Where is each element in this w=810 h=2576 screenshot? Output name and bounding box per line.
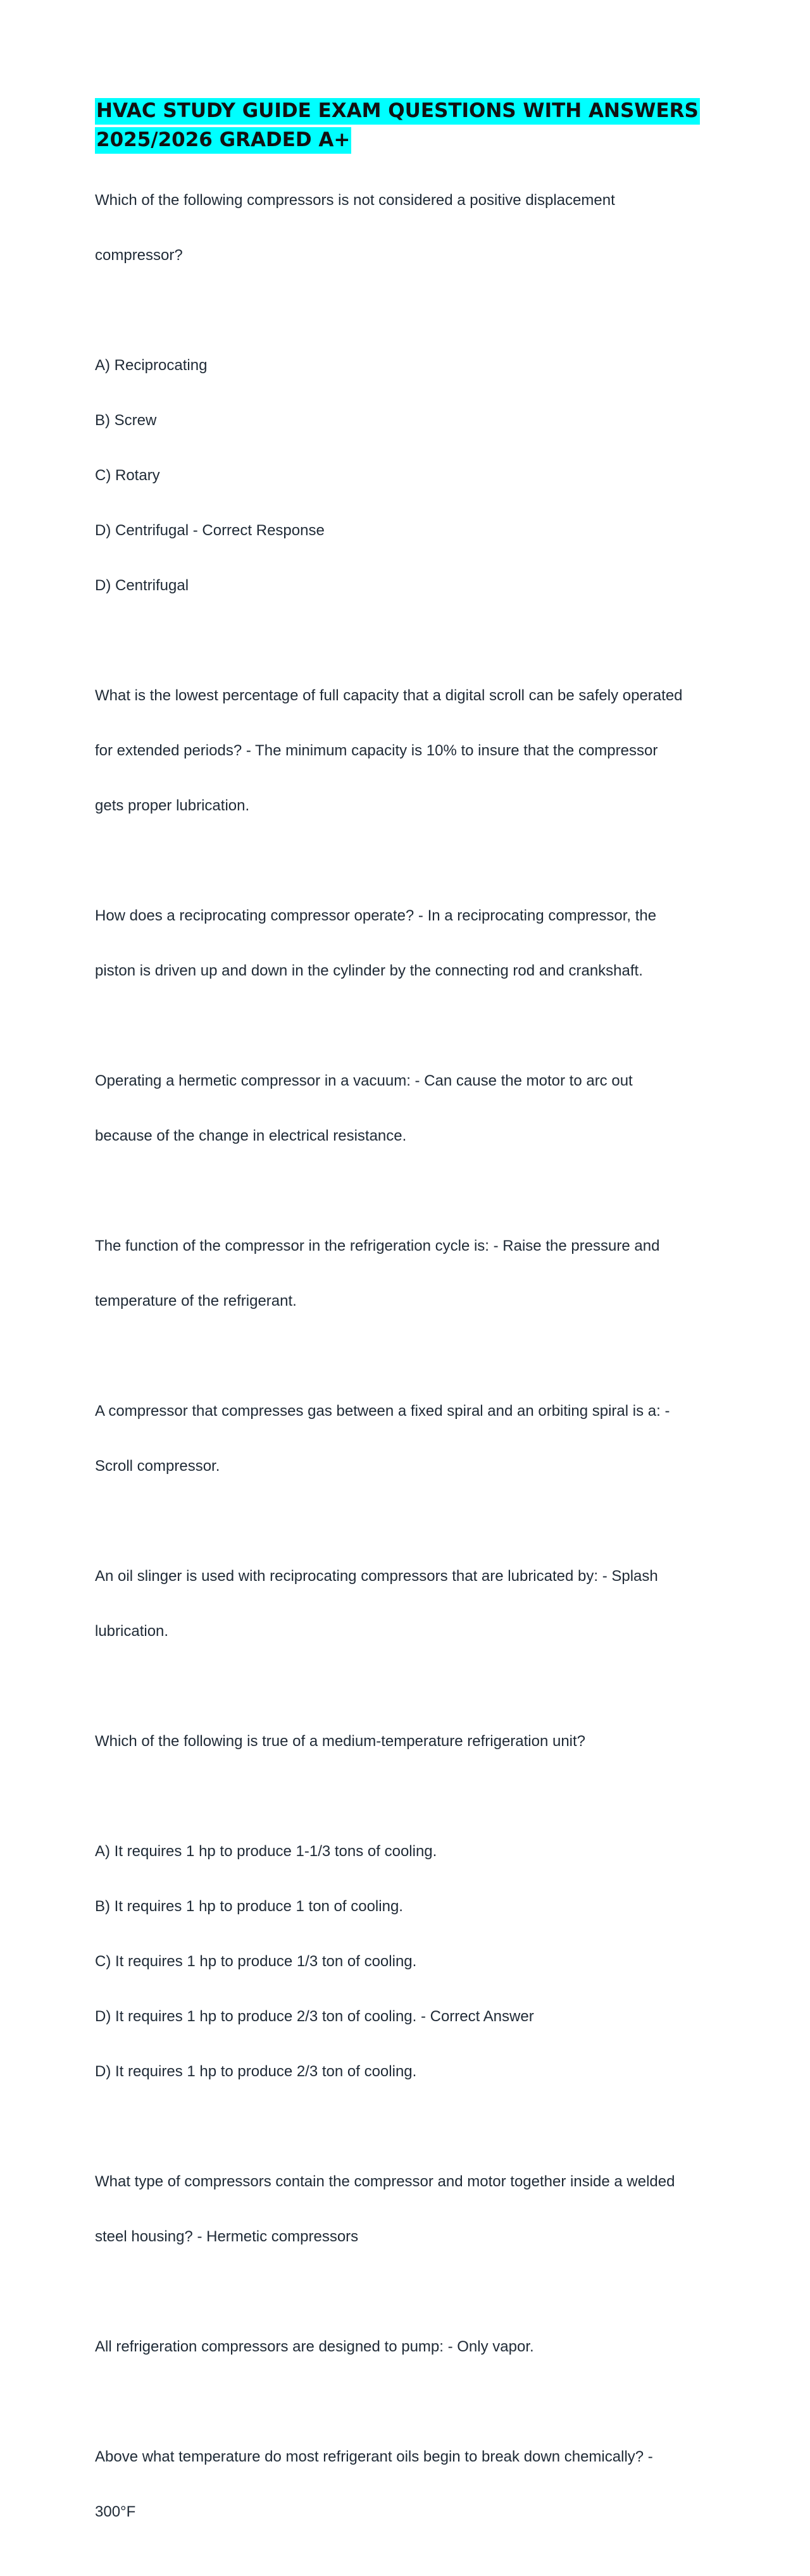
text-line: All refrigeration compressors are designed to pump: - Only vapor. — [95, 2338, 534, 2355]
option-line: B) Screw — [95, 412, 157, 429]
text-line: steel housing? - Hermetic compressors — [95, 2228, 359, 2245]
text-line: 300°F — [95, 2503, 136, 2520]
text-line: A compressor that compresses gas between a fixed spiral and an orbiting spiral is a: - — [95, 1403, 670, 1420]
text-line: Which of the following is true of a medium-temperature refrigeration unit? — [95, 1733, 586, 1750]
option-line: D) Centrifugal - Correct Response — [95, 522, 325, 539]
title-line: HVAC STUDY GUIDE EXAM QUESTIONS WITH ANSWERS — [96, 99, 699, 122]
option-line: D) Centrifugal — [95, 577, 189, 594]
text-line: The function of the compressor in the refrigeration cycle is: - Raise the pressure and — [95, 1237, 660, 1254]
question-block — [95, 1530, 715, 1677]
document-content — [95, 96, 715, 2576]
question-block — [95, 870, 715, 1017]
document-body — [95, 154, 715, 2558]
text-line: compressor? — [95, 247, 183, 264]
option-line: A) It requires 1 hp to produce 1-1/3 tons of cooling. — [95, 1843, 437, 1860]
title-line: 2025/2026 GRADED A+ — [96, 128, 351, 151]
option-line: D) It requires 1 hp to produce 2/3 ton of cooling. - Correct Answer — [95, 2008, 534, 2025]
option-line: C) Rotary — [95, 467, 160, 484]
text-line: What is the lowest percentage of full capacity that a digital scroll can be safely operated — [95, 687, 683, 704]
text-line: because of the change in electrical resistance. — [95, 1127, 407, 1144]
text-line: Scroll compressor. — [95, 1458, 220, 1475]
option-line: D) It requires 1 hp to produce 2/3 ton of cooling. — [95, 2063, 417, 2080]
answer-options — [95, 1805, 715, 2117]
text-line: Operating a hermetic compressor in a vacuum: - Can cause the motor to arc out — [95, 1072, 633, 1089]
question-block — [95, 1365, 715, 1512]
text-line: What type of compressors contain the compressor and motor together inside a welded — [95, 2173, 675, 2190]
title-highlight — [95, 98, 700, 154]
text-line: How does a reciprocating compressor operate? - In a reciprocating compressor, the — [95, 907, 657, 924]
question-block — [95, 1695, 715, 1787]
text-line: piston is driven up and down in the cylinder by the connecting rod and crankshaft. — [95, 962, 643, 979]
text-line: lubrication. — [95, 1623, 169, 1640]
answer-options — [95, 319, 715, 631]
text-line: for extended periods? - The minimum capacity is 10% to insure that the compressor — [95, 742, 658, 759]
question-block — [95, 650, 715, 851]
text-line: temperature of the refrigerant. — [95, 1292, 297, 1310]
text-line: An oil slinger is used with reciprocating compressors that are lubricated by: - Splash — [95, 1568, 658, 1585]
option-line: C) It requires 1 hp to produce 1/3 ton of cooling. — [95, 1953, 417, 1970]
option-line: A) Reciprocating — [95, 357, 208, 374]
text-line: Above what temperature do most refrigerant oils begin to break down chemically? - — [95, 2448, 653, 2465]
document-title — [95, 96, 715, 154]
question-block — [95, 154, 715, 301]
question-block — [95, 2301, 715, 2393]
question-block — [95, 1035, 715, 1182]
text-line: Which of the following compressors is not considered a positive displacement — [95, 192, 615, 209]
question-block — [95, 1200, 715, 1347]
question-block — [95, 2411, 715, 2558]
text-line: gets proper lubrication. — [95, 797, 250, 814]
option-line: B) It requires 1 hp to produce 1 ton of cooling. — [95, 1898, 403, 1915]
question-block — [95, 2136, 715, 2282]
